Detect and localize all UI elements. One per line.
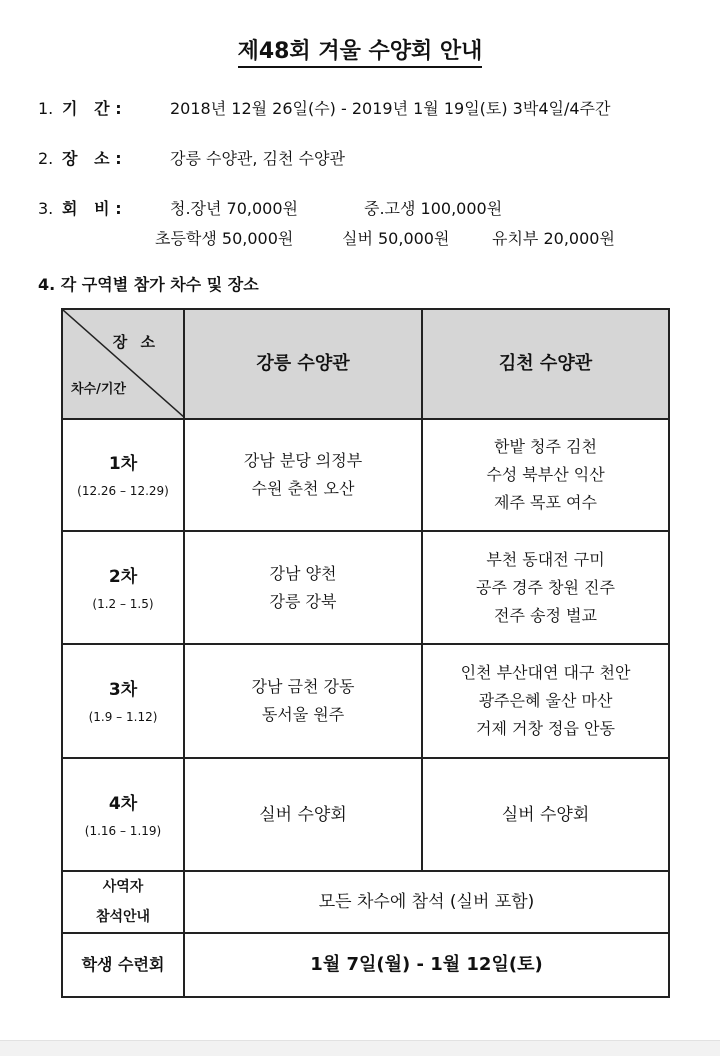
col-gimcheon: 김천 수양관 xyxy=(422,309,669,419)
region-line: 인천 부산대연 대구 천안 xyxy=(460,663,631,682)
minister-label: 사역자 xyxy=(102,879,144,895)
region-line: 광주은혜 울산 마산 xyxy=(478,691,613,710)
period-value: 2018년 12월 26일(수) - 2019년 1월 19일(토) 3박4일/4주간 xyxy=(170,99,611,118)
gimcheon-cell xyxy=(422,531,669,644)
table-row xyxy=(62,933,669,997)
region-line: 전주 송정 벌교 xyxy=(494,605,597,625)
student-label: 학생 수련회 xyxy=(62,933,184,997)
place-label: 장 소 : xyxy=(62,149,122,168)
region-line: 강남 양천 xyxy=(269,563,337,583)
info-fee-line2 xyxy=(155,226,615,249)
minister-value: 모든 차수에 참석 (실버 포함) xyxy=(184,871,669,933)
table-row xyxy=(62,871,669,933)
region-line: 강릉 강북 xyxy=(269,591,337,611)
item-number: 2. xyxy=(38,149,54,168)
gangneung-cell xyxy=(184,644,422,758)
student-value: 1월 7일(월) - 1월 12일(토) xyxy=(184,933,669,997)
fee-kindergarten: 유치부 20,000원 xyxy=(492,229,615,248)
fee-adult: 청.장년 70,000원 xyxy=(170,199,298,218)
fee-silver: 실버 50,000원 xyxy=(342,229,450,248)
col-gangneung: 강릉 수양관 xyxy=(184,309,422,419)
gimcheon-cell xyxy=(422,644,669,758)
gangneung-cell xyxy=(184,419,422,531)
info-fee xyxy=(38,196,502,219)
session-number: 2차 xyxy=(108,566,138,587)
region-line: 강남 분당 의정부 xyxy=(243,451,363,470)
region-line: 거제 거창 정읍 안동 xyxy=(476,719,615,738)
table-header-row xyxy=(62,309,669,419)
gangneung-cell xyxy=(184,531,422,644)
table-row xyxy=(62,531,669,644)
corner-cell xyxy=(62,309,184,419)
table-row xyxy=(62,758,669,871)
region-line: 한밭 청주 김천 xyxy=(494,437,597,456)
region-line: 실버 수양회 xyxy=(501,804,590,825)
item-number: 1. xyxy=(38,99,54,118)
table-row xyxy=(62,644,669,758)
gimcheon-cell xyxy=(422,758,669,871)
page-title: 제48회 겨울 수양회 안내 xyxy=(0,34,720,65)
corner-place-label: 장 소 xyxy=(112,333,159,351)
session-cell xyxy=(62,644,184,758)
session-cell xyxy=(62,531,184,644)
region-line: 공주 경주 창원 진주 xyxy=(476,577,615,597)
session-cell xyxy=(62,758,184,871)
period-label: 기 간 : xyxy=(62,99,122,118)
minister-label-cell xyxy=(62,871,184,933)
session-date: (1.9 – 1.12) xyxy=(88,710,158,724)
session-date: (1.2 – 1.5) xyxy=(92,596,154,611)
gimcheon-cell xyxy=(422,419,669,531)
place-value: 강릉 수양관, 김천 수양관 xyxy=(170,149,345,168)
fee-elementary: 초등학생 50,000원 xyxy=(155,229,294,248)
region-line: 제주 목포 여수 xyxy=(494,493,597,512)
session-number: 4차 xyxy=(108,793,138,814)
region-line: 부천 동대전 구미 xyxy=(486,549,605,569)
corner-session-label: 차수/기간 xyxy=(71,382,126,397)
schedule-table xyxy=(61,308,670,998)
table-row xyxy=(62,419,669,531)
region-line: 강남 금천 강동 xyxy=(251,677,355,696)
region-line: 수원 춘천 오산 xyxy=(251,479,355,498)
section-heading: 4. 각 구역별 참가 차수 및 장소 xyxy=(38,275,259,294)
session-number: 3차 xyxy=(108,680,138,700)
fee-label: 회 비 : xyxy=(62,199,122,218)
gangneung-cell xyxy=(184,758,422,871)
item-number: 3. xyxy=(38,199,54,218)
region-line: 수성 북부산 익산 xyxy=(486,465,605,484)
fee-youth: 중.고생 100,000원 xyxy=(364,199,503,218)
session-number: 1차 xyxy=(108,454,138,474)
session-date: (1.16 – 1.19) xyxy=(84,823,162,838)
region-line: 동서울 원주 xyxy=(261,705,345,724)
bottom-bar xyxy=(0,1040,720,1056)
session-cell xyxy=(62,419,184,531)
info-place xyxy=(38,146,345,169)
region-line: 실버 수양회 xyxy=(259,804,347,825)
info-period xyxy=(38,96,610,119)
session-date: (12.26 – 12.29) xyxy=(77,484,169,498)
minister-label: 참석안내 xyxy=(95,909,151,925)
